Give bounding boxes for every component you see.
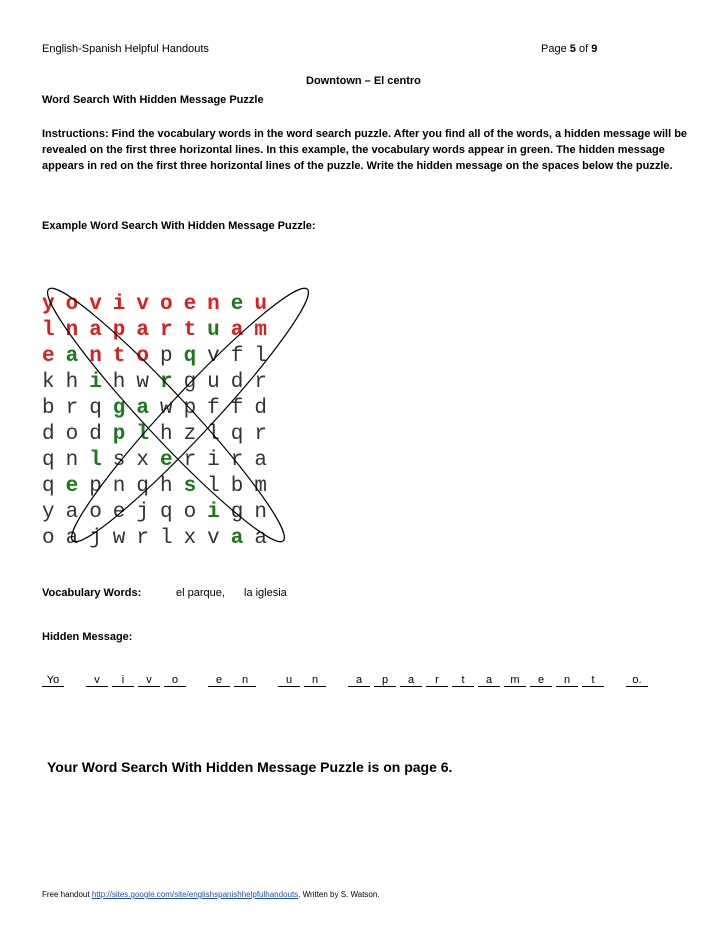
grid-letter: i <box>112 293 126 316</box>
grid-letter: d <box>89 423 102 446</box>
message-letter-blank: m <box>504 674 526 687</box>
vocabulary-label: Vocabulary Words: <box>42 587 142 599</box>
grid-letter: a <box>136 397 149 420</box>
grid-letter: g <box>112 397 126 420</box>
grid-letter: e <box>65 475 79 498</box>
message-letter-blank: a <box>348 674 370 687</box>
grid-letter: r <box>254 423 267 446</box>
topic-heading: Downtown – El centro <box>306 75 421 87</box>
grid-letter: e <box>42 345 55 368</box>
grid-letter: p <box>112 319 126 342</box>
grid-letter: m <box>254 319 267 342</box>
oval-el-parque <box>33 274 300 556</box>
grid-letter: r <box>136 527 149 550</box>
grid-letter: f <box>230 345 244 368</box>
grid-letter: q <box>136 475 149 498</box>
grid-letter: p <box>159 345 173 368</box>
grid-letter: u <box>207 371 220 394</box>
message-letter-blank: v <box>138 674 160 687</box>
message-letter-blank: o <box>164 674 186 687</box>
footer-suffix: . Written by S. Watson. <box>298 890 380 899</box>
grid-letter: h <box>159 423 173 446</box>
grid-letter: t <box>183 319 197 342</box>
grid-letter: b <box>230 475 244 498</box>
grid-letter: o <box>42 527 55 550</box>
oval-la-iglesia <box>57 274 324 556</box>
grid-letter: a <box>230 527 244 550</box>
grid-letter: n <box>65 319 79 342</box>
grid-letter: d <box>254 397 267 420</box>
grid-letter: l <box>254 345 267 368</box>
grid-letter: a <box>254 449 267 472</box>
grid-letter: v <box>136 293 149 316</box>
example-heading: Example Word Search With Hidden Message Puzzle: <box>42 220 316 232</box>
grid-letter: n <box>112 475 126 498</box>
message-letter-blank: r <box>426 674 448 687</box>
page-prefix: Page <box>541 43 567 55</box>
grid-letter: x <box>136 449 149 472</box>
message-letter-blank: o. <box>626 674 648 687</box>
grid-letter: l <box>159 527 173 550</box>
grid-letter: x <box>183 527 197 550</box>
grid-letter: i <box>207 449 220 472</box>
grid-letter: o <box>89 501 102 524</box>
grid-letter: i <box>207 501 220 524</box>
grid-letter: j <box>89 527 102 550</box>
grid-letter: m <box>254 475 267 498</box>
message-letter-blank: a <box>400 674 422 687</box>
hidden-message-label: Hidden Message: <box>42 631 133 643</box>
vocabulary-word-2: la iglesia <box>244 587 287 599</box>
grid-letter: r <box>230 449 244 472</box>
grid-letter: n <box>254 501 267 524</box>
message-letter-blank: t <box>582 674 604 687</box>
grid-letter: d <box>230 371 244 394</box>
grid-letter: a <box>65 345 79 368</box>
puzzle-title: Word Search With Hidden Message Puzzle <box>42 94 264 106</box>
next-page-note: Your Word Search With Hidden Message Puzzle is on page 6. <box>47 759 453 775</box>
message-letter-blank: t <box>452 674 474 687</box>
grid-letter: o <box>136 345 149 368</box>
page-total: 9 <box>591 43 598 55</box>
grid-letter: i <box>89 371 102 394</box>
footer-prefix: Free handout <box>42 890 90 899</box>
grid-letter: w <box>159 397 173 420</box>
grid-letter: n <box>65 449 79 472</box>
grid-letter: o <box>65 293 79 316</box>
grid-letter: n <box>207 293 220 316</box>
grid-letter: r <box>183 449 197 472</box>
grid-letter: g <box>183 371 197 394</box>
grid-letter: n <box>89 345 102 368</box>
grid-letter: d <box>42 423 55 446</box>
grid-letter: a <box>230 319 244 342</box>
grid-letter: o <box>159 293 173 316</box>
grid-letter: l <box>136 423 149 446</box>
grid-letter: w <box>136 371 149 394</box>
vocabulary-word-1: el parque, <box>176 587 225 599</box>
grid-letter: e <box>230 293 244 316</box>
message-letter-blank: Yo <box>42 674 64 687</box>
page-of: of <box>578 43 589 55</box>
grid-letter: a <box>65 527 79 550</box>
grid-letter: e <box>112 501 126 524</box>
hidden-message-blanks <box>42 674 652 687</box>
grid-letter: f <box>230 397 244 420</box>
grid-letter: u <box>207 319 220 342</box>
grid-letter: l <box>207 475 220 498</box>
grid-letter: a <box>89 319 102 342</box>
grid-letter: q <box>42 449 55 472</box>
grid-letter: p <box>183 397 197 420</box>
grid-letter: q <box>183 345 197 368</box>
grid-letter: h <box>65 371 79 394</box>
grid-letter: r <box>254 371 267 394</box>
grid-letter: a <box>136 319 149 342</box>
grid-letter: f <box>207 397 220 420</box>
grid-letter: q <box>42 475 55 498</box>
grid-letter: b <box>42 397 55 420</box>
grid-letter: l <box>89 449 102 472</box>
grid-letter: z <box>183 423 197 446</box>
grid-letter: g <box>230 501 244 524</box>
message-letter-blank: e <box>208 674 230 687</box>
message-letter-blank: n <box>304 674 326 687</box>
grid-letter: a <box>65 501 79 524</box>
grid-letter: v <box>207 527 220 550</box>
grid-letter: j <box>136 501 149 524</box>
message-letter-blank: u <box>278 674 300 687</box>
message-letter-blank: i <box>112 674 134 687</box>
grid-letter: h <box>159 475 173 498</box>
footer <box>42 890 380 899</box>
instructions: Instructions: Find the vocabulary words in the word search puzzle. After you find all of the words, a hidden message will be revealed on the first three horizontal lines. In this example, the vocabulary words appear in green. The hidden message appears in red on the first three horizontal lines of the puzzle. Write the hidden message on the spaces below the puzzle. <box>42 128 688 172</box>
grid-letter: y <box>42 293 55 316</box>
grid-letter: s <box>112 449 126 472</box>
message-letter-blank: n <box>234 674 256 687</box>
message-letter-blank: p <box>374 674 396 687</box>
grid-letter: u <box>254 293 267 316</box>
grid-letter: p <box>112 423 126 446</box>
grid-letter: r <box>159 371 173 394</box>
grid-letter: o <box>183 501 197 524</box>
page-current: 5 <box>569 43 576 55</box>
grid-letter: q <box>89 397 102 420</box>
grid-letter: l <box>42 319 55 342</box>
grid-letter: o <box>65 423 79 446</box>
message-letter-blank: e <box>530 674 552 687</box>
grid-letter: l <box>207 423 220 446</box>
grid-letter: h <box>112 371 126 394</box>
footer-link[interactable]: http://sites.google.com/site/englishspanishhelpfulhandouts <box>91 890 299 899</box>
grid-letter: w <box>112 527 126 550</box>
message-letter-blank: a <box>478 674 500 687</box>
grid-letter: t <box>112 345 126 368</box>
grid-letter: v <box>89 293 102 316</box>
grid-letter: y <box>42 501 55 524</box>
grid-letter: s <box>183 475 197 498</box>
grid-letter: p <box>89 475 102 498</box>
grid-letter: r <box>65 397 79 420</box>
grid-letter: e <box>183 293 197 316</box>
grid-letter: k <box>42 371 55 394</box>
grid-letter: q <box>230 423 244 446</box>
grid-letter: q <box>159 501 173 524</box>
message-letter-blank: v <box>86 674 108 687</box>
message-letter-blank: n <box>556 674 578 687</box>
grid-letter: r <box>159 319 173 342</box>
grid-letter: e <box>159 449 173 472</box>
grid-letter: a <box>254 527 267 550</box>
grid-letter: v <box>207 345 220 368</box>
header-title: English-Spanish Helpful Handouts <box>42 43 209 55</box>
